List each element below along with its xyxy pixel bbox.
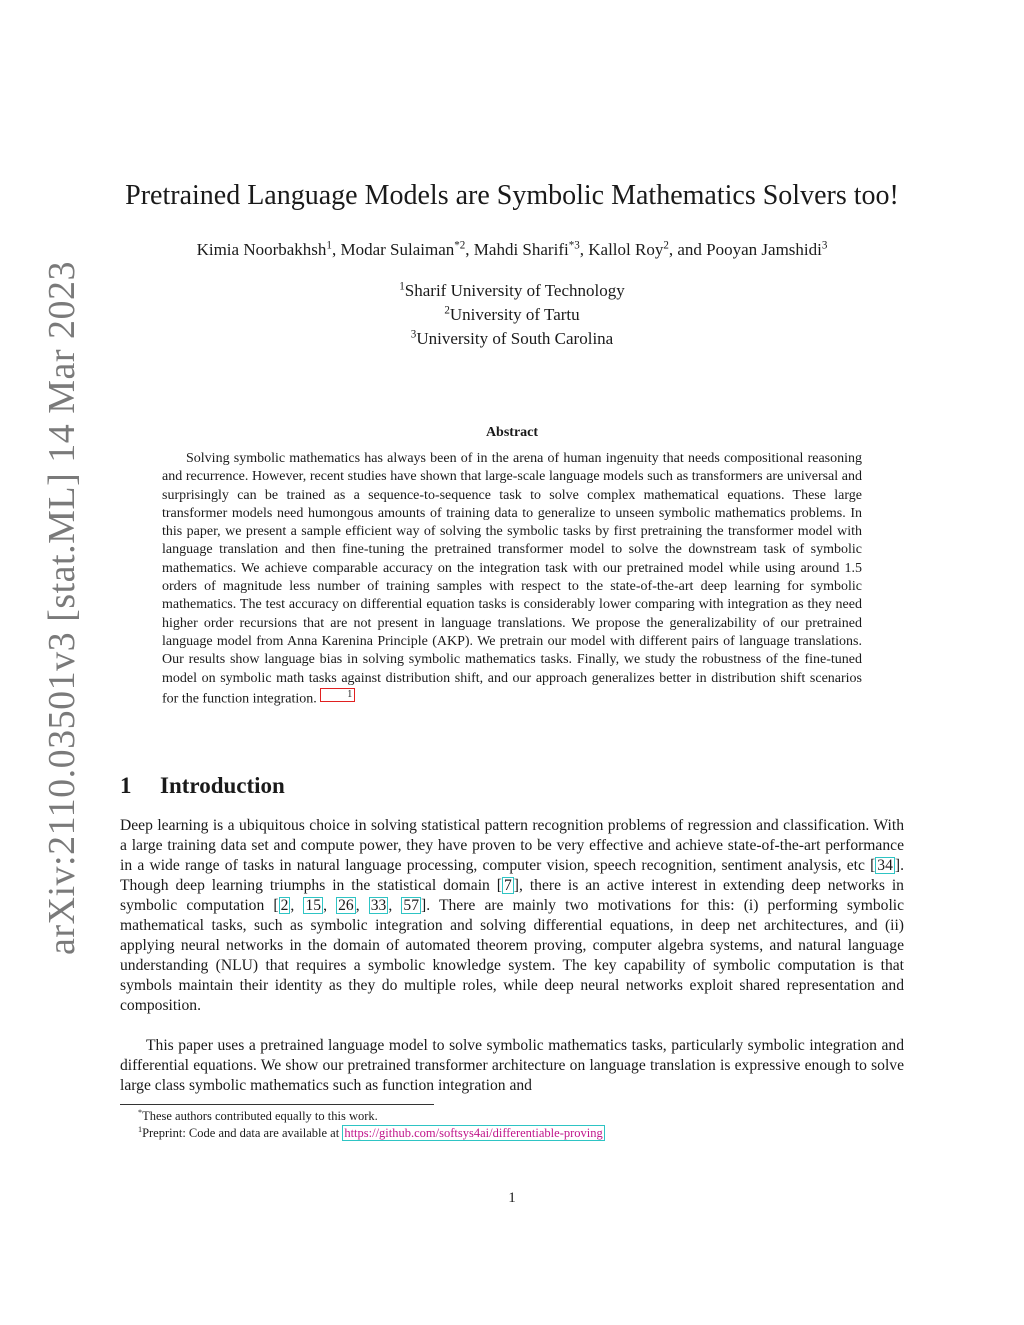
affiliation (100, 303, 924, 327)
footnote-text: These authors contributed equally to this work. (142, 1109, 378, 1123)
intro-paragraph: Deep learning is a ubiquitous choice in solving statistical pattern recognition problems of regression and classification. With a large training data set and compute power, they have proven to be very effective and achieve state-of-the-art performance in a wide range of tasks in natural language processing, computer vision, speech recognition, sentiment analysis, etc [ 34 ]. Though deep learning triumphs in the statistical domain [ 7 ], there is an active interest in extending deep networks in symbolic computation [ 2 , 15 , 26 , 33 , 57 ]. There are mainly two motivations for this: (i) performing symbolic mathematical tasks, such as symbolic integration and solving differential equations, in deep net architectures, and (ii) applying neural networks in the domain of automated theorem proving, computer algebra systems, and natural language understanding (NLU) that requires a symbolic knowledge system. The key capability of symbolic computation is that symbols maintain their identity as they do multiple roles, while deep neural networks exploit shared representation and composition. (120, 817, 905, 1014)
citation-link[interactable]: 15 (305, 897, 322, 914)
paper-title: Pretrained Language Models are Symbolic Mathematics Solvers too! (125, 180, 899, 211)
author-list (100, 238, 924, 262)
paragraph-text: Deep learning is a ubiquitous choice in solving statistical pattern recognition problems of regression and classification. With a large training data set and compute power, they have proven to be very effective and achieve state-of-the-art performance in a wide range of tasks in natural language processing, computer vision, speech recognition, sentiment analysis, etc (120, 817, 904, 874)
section-title: Introduction (160, 773, 285, 798)
author-name: Kallol Roy (588, 240, 664, 259)
author-affiliation-mark: *2 (454, 239, 466, 252)
citation-link[interactable]: 26 (338, 897, 354, 914)
section-heading (120, 770, 285, 802)
paragraph-text: . Though deep learning triumphs in the statistical domain (120, 857, 904, 894)
author-affiliation-mark: 1 (326, 239, 332, 252)
footnote-text: Preprint: Code and data are available at (142, 1126, 343, 1140)
footnote (138, 1108, 378, 1124)
author-separator: , (579, 240, 589, 259)
author-name: Mahdi Sharifi (473, 240, 569, 259)
paragraph-text: . There are mainly two motivations for this: (i) performing symbolic mathematical tasks, such as symbolic integration and solving differential equations, in deep net architectures, and (ii) applying neural networks in the domain of automated theorem proving, computer algebra systems, and natural language understanding (NLU) that requires a symbolic knowledge system. The key capability of symbolic computation is that symbols maintain their identity as they do multiple roles, while deep neural networks exploit shared representation and composition. (120, 897, 905, 1014)
author-affiliation-mark: 2 (663, 239, 669, 252)
author-separator: , and (668, 240, 707, 259)
page-number: 1 (508, 1190, 516, 1206)
author (706, 240, 827, 259)
citation-link[interactable]: 2 (280, 897, 289, 914)
footnote (138, 1125, 605, 1141)
author-affiliation-mark: 3 (821, 239, 828, 252)
author (474, 240, 588, 259)
citation-link[interactable]: 7 (504, 877, 512, 894)
code-repository-link[interactable]: https://github.com/softsys4ai/differentiable-proving (344, 1126, 603, 1140)
citation-link[interactable]: 34 (877, 857, 893, 874)
paragraph-text: , there is an active interest in extending deep networks in symbolic computation (120, 877, 904, 914)
author (340, 240, 473, 259)
affiliation-name: University of Tartu (449, 305, 580, 324)
footnote-link[interactable]: 1 (320, 688, 355, 702)
abstract-heading: Abstract (485, 425, 539, 440)
citation-link[interactable]: 33 (370, 897, 387, 914)
author-name: Modar Sulaiman (340, 240, 455, 259)
footnote-mark: 1 (138, 1124, 143, 1134)
footnote-divider (120, 1104, 434, 1105)
author-affiliation-mark: *3 (568, 239, 580, 252)
affiliation-mark: 3 (410, 328, 417, 341)
intro-paragraph: This paper uses a pretrained language model to solve symbolic mathematics tasks, particularly symbolic integration and differential equations. We show our pretrained transformer architecture on language translation is expressive enough to solve large class symbolic mathematics such as function integration and (120, 1037, 904, 1094)
affiliation (100, 279, 924, 303)
affiliation (100, 327, 924, 351)
affiliation-name: Sharif University of Technology (404, 281, 625, 300)
affiliation-name: University of South Carolina (416, 329, 614, 348)
citation-link[interactable]: 57 (403, 897, 419, 914)
author-separator: , (465, 240, 474, 259)
arxiv-identifier: arXiv:2110.03501v3 [stat.ML] 14 Mar 2023 (41, 260, 83, 955)
section-number: 1 (120, 773, 132, 798)
author-name: Kimia Noorbakhsh (196, 240, 327, 259)
author-name: Pooyan Jamshidi (706, 240, 822, 259)
affiliation-mark: 1 (399, 280, 405, 293)
author (197, 240, 341, 259)
author (588, 240, 706, 259)
abstract-text: Solving symbolic mathematics has always been of in the arena of human ingenuity that needs compositional reasoning and recurrence. However, recent studies have shown that large-scale language models such as transformers are universal and surprisingly can be trained as a sequence-to-sequence task to solve complex mathematical equations. These large transformer models need humongous amounts of training data to generalize to unseen symbolic mathematics problems. In this paper, we present a sample efficient way of solving the symbolic tasks by first pretraining the transformer model with language translation and then fine-tuning the pretrained transformer model to solve the downstream task of symbolic mathematics. We achieve comparable accuracy on the integration task with our pretrained model while using around 1.5 orders of magnitude less number of training samples with respect to the state-of-the-art deep learning for symbolic mathematics. The test accuracy on differential equation tasks is considerably lower comparing with integration as they need higher order recursions that are not present in language translations. We propose the generalizability of our pretrained language model from Anna Karenina Principle (AKP). We pretrain our model with different pairs of language translations. Our results show language bias in solving symbolic mathematics tasks. Finally, we study the robustness of the fine-tuned model on symbolic math tasks against distribution shift, and our approach generalizes better in distribution shift scenarios for the function integration. (162, 451, 862, 707)
abstract-body (162, 450, 862, 709)
footnote-mark: * (138, 1107, 143, 1117)
affiliation-mark: 2 (444, 304, 450, 317)
author-separator: , (331, 240, 341, 259)
